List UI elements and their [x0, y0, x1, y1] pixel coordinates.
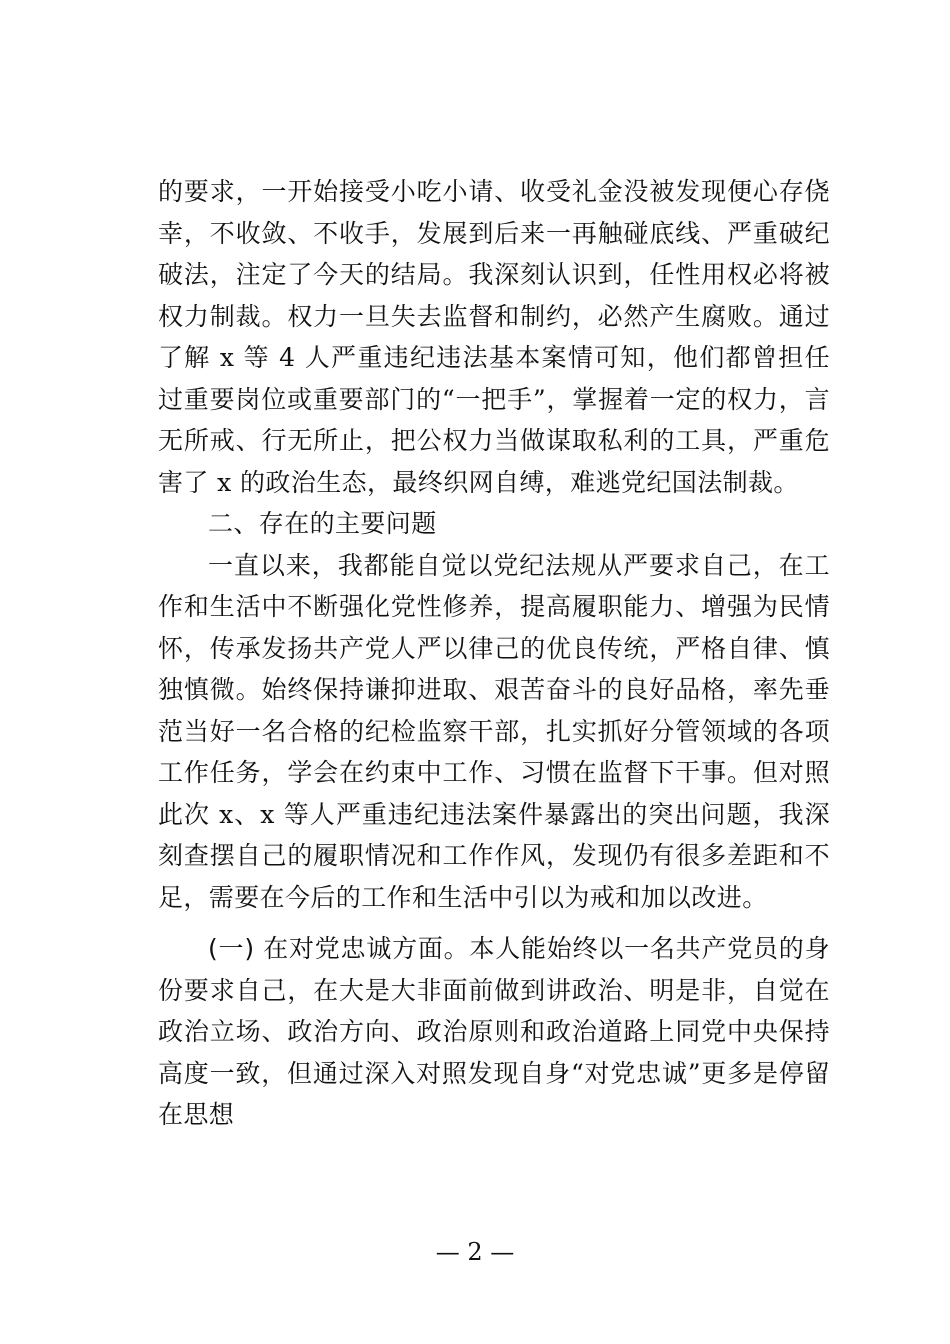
section-heading-main-problems: 二、存在的主要问题: [208, 509, 437, 538]
paragraph-party-loyalty-text: 本人能始终以一名共产党员的身份要求自己，在大是大非面前做到讲政治、明是非，自觉在政治立场、政治方向、政治原则和政治道路上同党中央保持高度一致，但通过深入对照发现自身“对党忠诚”更多是停留在思想: [158, 934, 830, 1129]
subsection-lead-party-loyalty: (一) 在对党忠诚方面。: [208, 934, 470, 963]
paragraph-gap: [158, 918, 830, 928]
paragraph-case-lessons: 的要求，一开始接受小吃小请、收受礼金没被发现便心存侥幸，不收敛、不收手，发展到后来一再触碰底线、严重破纪破法，注定了今天的结局。我深刻认识到，任性用权必将被权力制裁。权力一旦失去监督和制约，必然产生腐败。通过了解 x 等 4 人严重违纪违法基本案情可知，他们都曾担任过重要岗位或重要部门的“一把手”，掌握着一定的权力，言无所戒、行无所止，把公权力当做谋取私利的工具，严重危害了 x 的政治生态，最终织网自缚，难逃党纪国法制裁。: [158, 177, 830, 497]
document-body: [158, 171, 830, 1136]
paragraph-party-loyalty: [158, 928, 830, 1136]
page-number: — 2 —: [435, 1238, 515, 1266]
paragraph-self-review: 一直以来，我都能自觉以党纪法规从严要求自己，在工作和生活中不断强化党性修养，提高履职能力、增强为民情怀，传承发扬共产党人严以律己的优良传统，严格自律、慎独慎微。始终保持谦抑进取、艰苦奋斗的良好品格，率先垂范当好一名合格的纪检监察干部，扎实抓好分管领域的各项工作任务，学会在约束中工作、习惯在监督下干事。但对照此次 x、x 等人严重违纪违法案件暴露出的突出问题，我深刻查摆自己的履职情况和工作作风，发现仍有很多差距和不足，需要在今后的工作和生活中引以为戒和加以改进。: [158, 550, 830, 912]
